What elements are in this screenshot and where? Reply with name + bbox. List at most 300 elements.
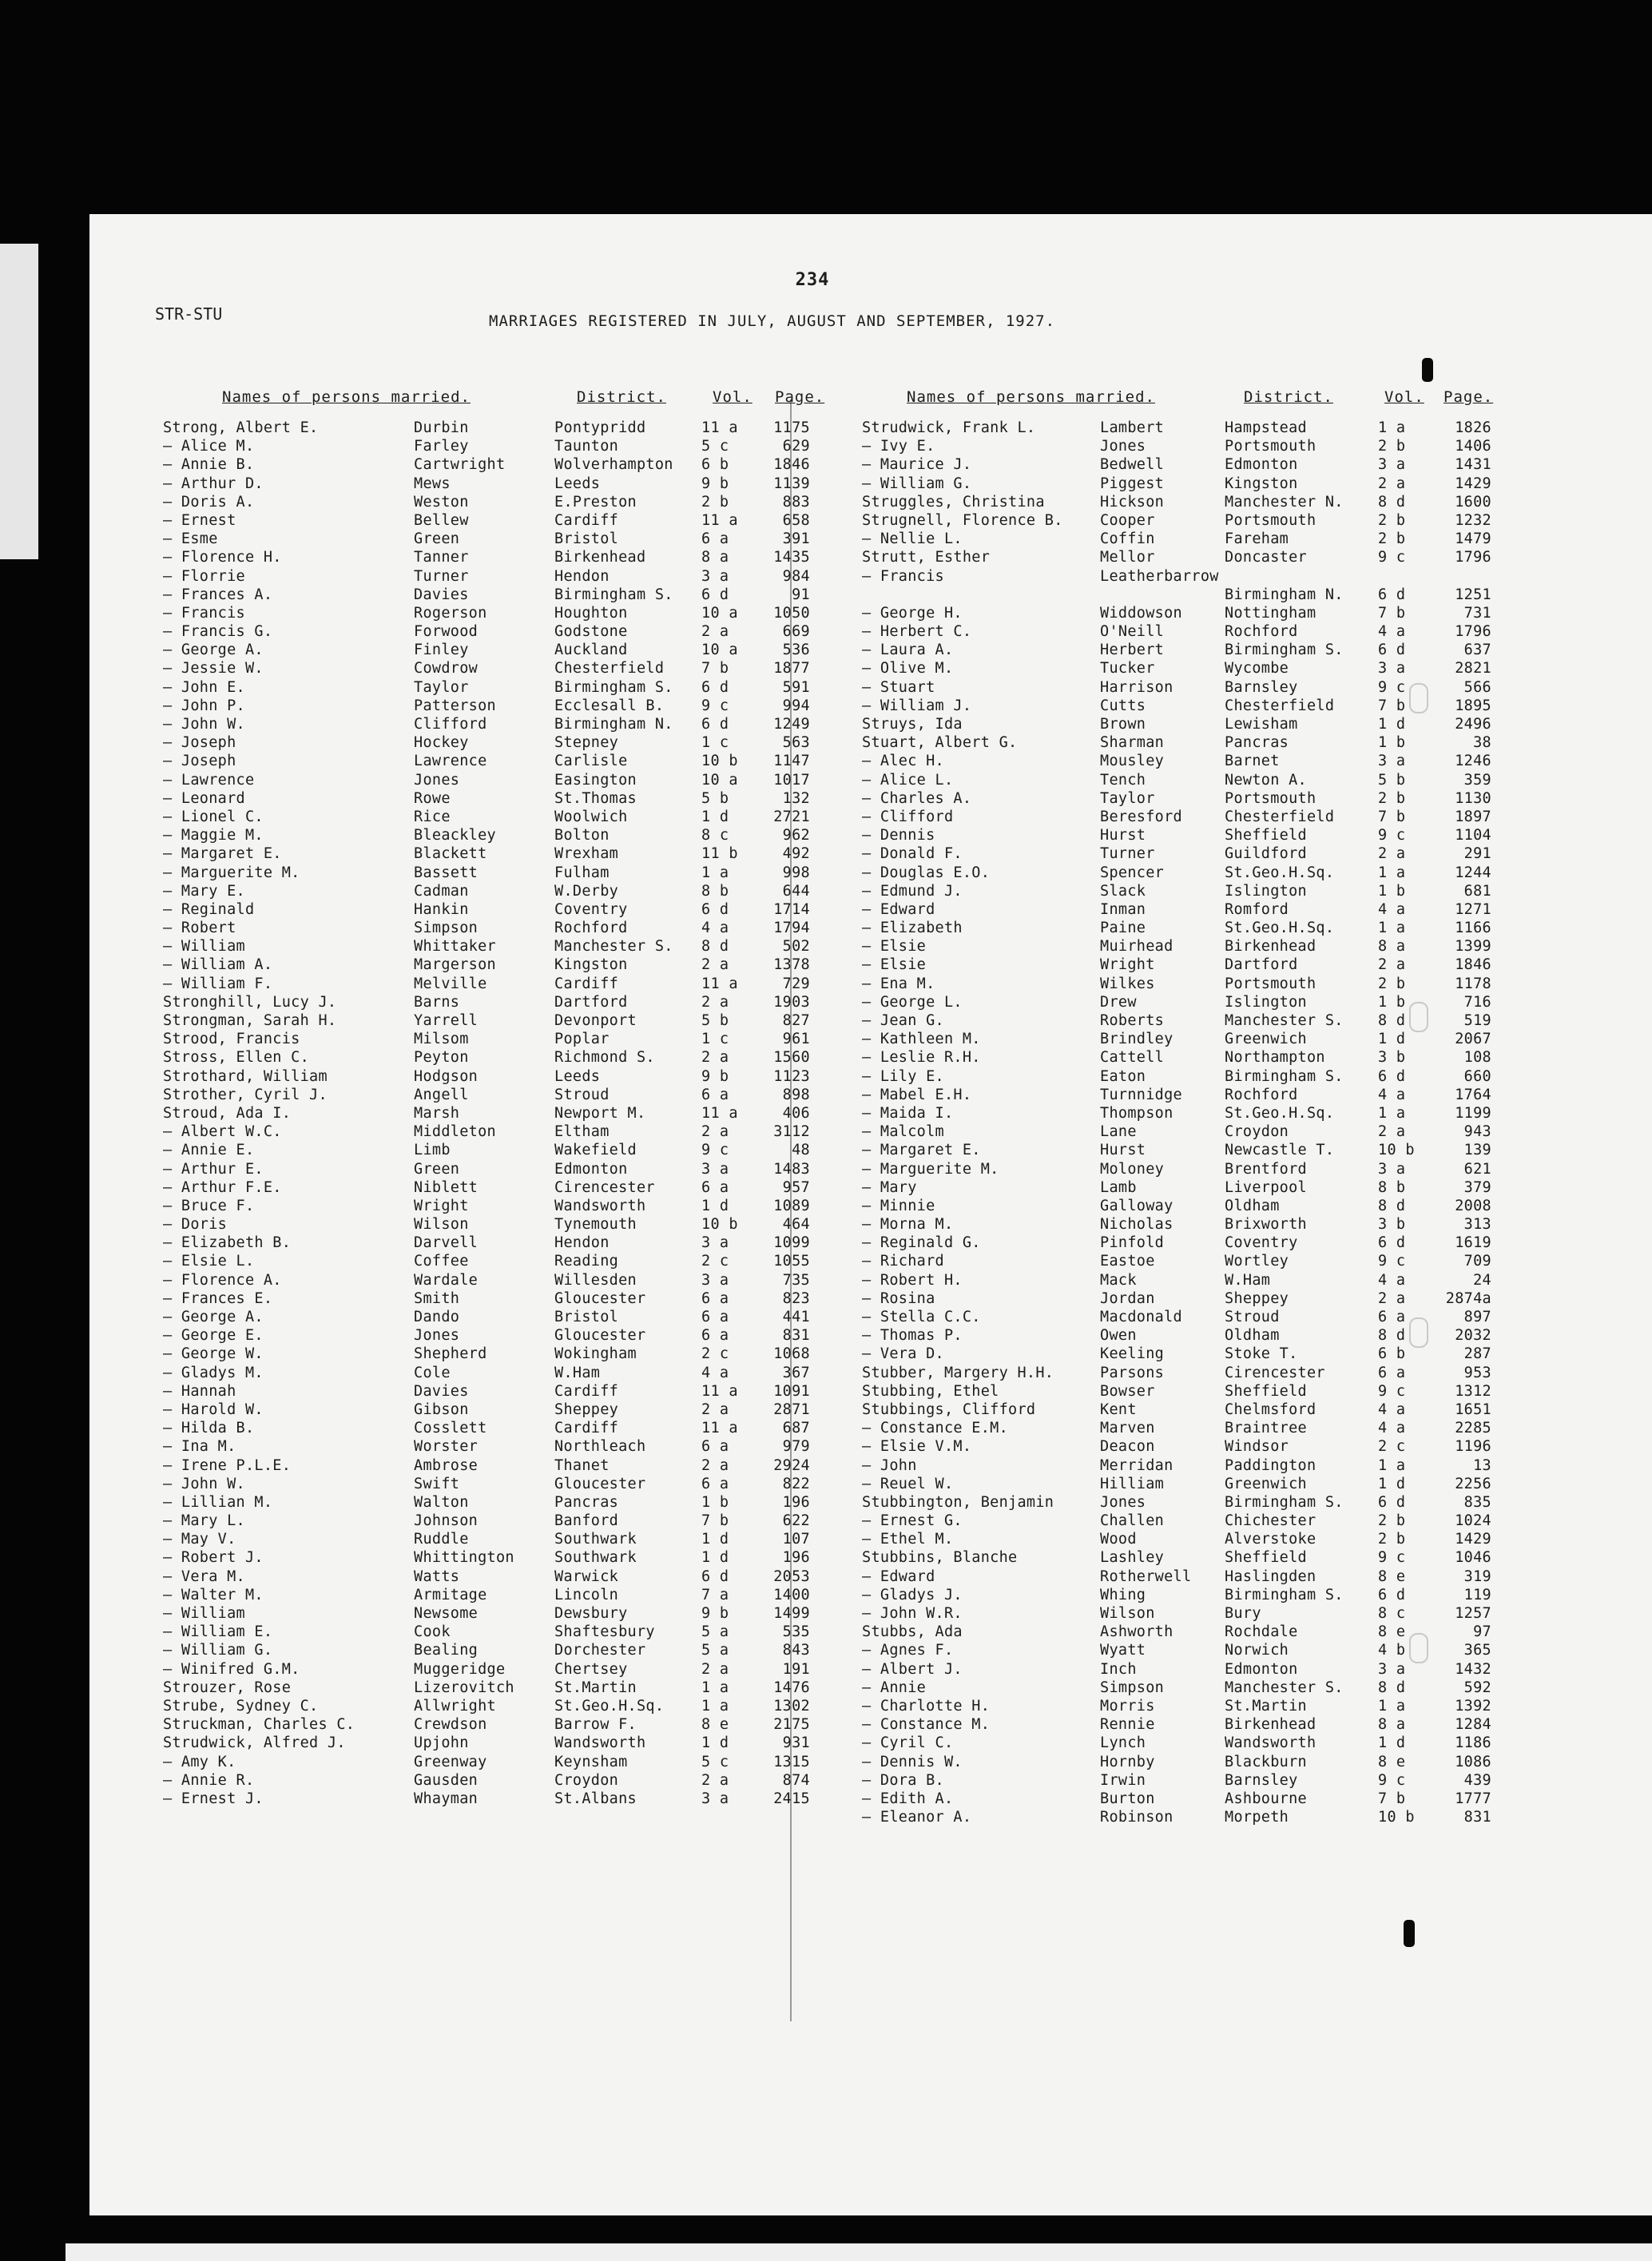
- entry-name: Stubbings, Clifford: [862, 1401, 1036, 1418]
- entry-name: — Stuart: [862, 678, 935, 696]
- entry-name: Strongman, Sarah H.: [163, 1012, 337, 1029]
- entry-page: 687: [782, 1420, 810, 1437]
- entry-page: 994: [782, 697, 810, 714]
- table-row: [787, 511, 1491, 530]
- entry-name: — Alice L.: [862, 771, 954, 789]
- table-row: [152, 548, 810, 566]
- entry-name: — Dennis: [862, 827, 935, 844]
- entry-spouse: Davies: [414, 1382, 469, 1400]
- entry-spouse: Galloway: [1100, 1197, 1173, 1214]
- entry-volume: 8 a: [701, 549, 729, 566]
- table-row: [152, 697, 810, 715]
- entry-district: Gloucester: [554, 1475, 646, 1492]
- table-row: [787, 548, 1491, 566]
- table-row: [787, 900, 1491, 919]
- entry-name: — Florrie: [163, 567, 245, 585]
- table-row: [787, 1271, 1491, 1289]
- table-row: [787, 678, 1491, 697]
- entry-spouse: Rennie: [1100, 1716, 1155, 1734]
- table-row: [152, 864, 810, 882]
- entry-volume: 2 a: [1378, 475, 1406, 492]
- entry-name: — Mabel E.H.: [862, 1086, 972, 1103]
- entry-district: Pancras: [1225, 734, 1289, 752]
- entry-volume: 2 b: [701, 493, 729, 511]
- table-row: [787, 1345, 1491, 1363]
- entry-volume: 2 a: [701, 1049, 729, 1067]
- entry-volume: 6 d: [1378, 1234, 1406, 1252]
- entry-volume: 4 a: [1378, 1086, 1406, 1103]
- entry-page: 563: [782, 734, 810, 752]
- entry-district: St.Martin: [1225, 1697, 1307, 1715]
- entry-name: — Olive M.: [862, 660, 954, 678]
- entry-spouse: Wilkes: [1100, 975, 1155, 992]
- entry-page: 406: [782, 1104, 810, 1122]
- entry-spouse: Bowser: [1100, 1382, 1155, 1400]
- table-row: [152, 511, 810, 530]
- table-row: [787, 1715, 1491, 1734]
- entry-page: 492: [782, 845, 810, 863]
- table-row: [787, 1548, 1491, 1567]
- table-row: [152, 641, 810, 659]
- entry-name: — John W.: [163, 716, 245, 733]
- table-row: [787, 1456, 1491, 1475]
- entry-spouse: O'Neill: [1100, 623, 1165, 641]
- entry-spouse: Piggest: [1100, 475, 1165, 492]
- entry-volume: 3 b: [1378, 1216, 1406, 1234]
- entry-volume: 9 c: [1378, 827, 1406, 844]
- table-row: [152, 1271, 810, 1289]
- entry-district: Bristol: [554, 530, 619, 548]
- entry-page: 1895: [1455, 697, 1491, 714]
- entry-page: 291: [1463, 845, 1491, 863]
- vol-header: Vol.: [1384, 388, 1424, 406]
- entry-volume: 8 d: [1378, 1327, 1406, 1345]
- entry-name: — John W.: [163, 1475, 245, 1492]
- entry-volume: 8 d: [1378, 1197, 1406, 1214]
- entry-name: — Robert J.: [163, 1549, 264, 1567]
- entry-spouse: Challen: [1100, 1512, 1165, 1530]
- table-row: [152, 733, 810, 752]
- entry-page: 709: [1463, 1253, 1491, 1270]
- entry-name: — Maida I.: [862, 1104, 954, 1122]
- entry-page: 622: [782, 1512, 810, 1530]
- entry-spouse: Turnnidge: [1100, 1086, 1182, 1103]
- entry-spouse: Margerson: [414, 956, 496, 974]
- entry-volume: 6 d: [1378, 1586, 1406, 1603]
- table-row: [787, 1086, 1491, 1104]
- entry-spouse: Armitage: [414, 1586, 487, 1603]
- table-row: [152, 1030, 810, 1048]
- entry-spouse: Rowe: [414, 789, 451, 807]
- entry-name: — Elsie: [862, 956, 927, 974]
- entry-volume: 2 b: [1378, 975, 1406, 992]
- entry-spouse: Niblett: [414, 1178, 479, 1196]
- entry-district: W.Derby: [554, 882, 619, 900]
- entry-page: 313: [1463, 1216, 1491, 1234]
- entry-page: 1246: [1455, 753, 1491, 770]
- entry-district: Dartford: [1225, 956, 1298, 974]
- entry-name: Strugnell, Florence B.: [862, 511, 1063, 529]
- entry-name: — Reuel W.: [862, 1475, 954, 1492]
- entry-district: Hendon: [554, 567, 610, 585]
- entry-name: — Esme: [163, 530, 218, 548]
- entry-volume: 4 b: [1378, 1642, 1406, 1659]
- entry-district: Cirencester: [554, 1178, 655, 1196]
- district-header: District.: [577, 388, 666, 406]
- entry-page: 1302: [773, 1697, 810, 1715]
- entry-district: Godstone: [554, 623, 628, 641]
- entry-page: 2032: [1455, 1327, 1491, 1345]
- entry-volume: 4 a: [1378, 1401, 1406, 1418]
- register-page: [89, 214, 1652, 2215]
- entry-volume: 1 a: [1378, 1104, 1406, 1122]
- entry-volume: 8 e: [701, 1716, 729, 1734]
- entry-name: — George A.: [163, 642, 264, 659]
- entry-spouse: Cadman: [414, 882, 469, 900]
- entry-spouse: Jones: [414, 771, 460, 789]
- entry-district: St.Martin: [554, 1679, 637, 1696]
- table-row: [152, 1067, 810, 1086]
- entry-page: 191: [782, 1660, 810, 1678]
- table-row: [152, 1289, 810, 1308]
- entry-volume: 8 d: [701, 938, 729, 956]
- entry-page: 1186: [1455, 1734, 1491, 1752]
- entry-volume: 5 b: [1378, 771, 1406, 789]
- entry-page: 1249: [773, 716, 810, 733]
- entry-volume: 8 d: [1378, 493, 1406, 511]
- entry-name: Stubbins, Blanche: [862, 1549, 1018, 1567]
- entry-volume: 11 a: [701, 975, 738, 992]
- entry-volume: 2 c: [1378, 1438, 1406, 1456]
- table-row: [152, 659, 810, 678]
- table-row: [787, 567, 1474, 586]
- table-row: [787, 1234, 1491, 1252]
- entry-volume: 1 b: [1378, 734, 1406, 752]
- entry-name: Stronghill, Lucy J.: [163, 993, 337, 1011]
- page-header: Page.: [775, 388, 825, 406]
- entry-name: Stroud, Ada I.: [163, 1104, 292, 1122]
- table-row: [152, 1345, 810, 1363]
- entry-spouse: Rice: [414, 808, 451, 825]
- names-header: Names of persons married.: [907, 388, 1155, 406]
- entry-page: 2053: [773, 1568, 810, 1585]
- entry-name: — Eleanor A.: [862, 1809, 972, 1826]
- names-header: Names of persons married.: [222, 388, 471, 406]
- next-page-edge: [66, 2243, 1652, 2261]
- entry-page: 139: [1463, 1142, 1491, 1159]
- entry-page: 1651: [1455, 1401, 1491, 1418]
- entry-spouse: Whittington: [414, 1549, 514, 1567]
- entry-page: 1244: [1455, 864, 1491, 881]
- entry-spouse: Johnson: [414, 1512, 479, 1530]
- table-row: [152, 993, 810, 1011]
- entry-page: 1055: [773, 1253, 810, 1270]
- entry-spouse: Nicholas: [1100, 1216, 1173, 1234]
- table-row: [152, 586, 810, 604]
- entry-spouse: Herbert: [1100, 642, 1165, 659]
- entry-spouse: Lawrence: [414, 753, 487, 770]
- entry-page: 1068: [773, 1345, 810, 1363]
- entry-volume: 10 a: [701, 604, 738, 622]
- table-row: [787, 808, 1491, 826]
- table-row: [152, 493, 810, 511]
- entry-page: 1271: [1455, 900, 1491, 918]
- table-row: [787, 419, 1491, 437]
- entry-district: Chesterfield: [1225, 808, 1335, 825]
- entry-page: 1431: [1455, 456, 1491, 474]
- entry-district: Manchester S.: [554, 938, 673, 956]
- entry-page: 132: [782, 789, 810, 807]
- entry-page: 502: [782, 938, 810, 956]
- page-number: 234: [795, 270, 830, 290]
- entry-page: 1196: [1455, 1438, 1491, 1456]
- entry-spouse: Yarrell: [414, 1012, 479, 1029]
- entry-district: Barnsley: [1225, 1771, 1298, 1789]
- entry-page: 2821: [1455, 660, 1491, 678]
- entry-page: 2256: [1455, 1475, 1491, 1492]
- entry-volume: 8 a: [1378, 1716, 1406, 1734]
- entry-spouse: Crewdson: [414, 1716, 487, 1734]
- entry-name: — Arthur D.: [163, 475, 264, 492]
- entry-spouse: Macdonald: [1100, 1309, 1182, 1325]
- entry-volume: 4 a: [701, 920, 729, 937]
- table-row: [787, 1568, 1491, 1586]
- entry-district: Coventry: [554, 900, 628, 918]
- entry-name: — George L.: [862, 993, 963, 1011]
- entry-volume: 11 b: [701, 845, 738, 863]
- entry-page: 822: [782, 1475, 810, 1492]
- entry-district: Wandsworth: [1225, 1734, 1316, 1752]
- table-row: [787, 1419, 1491, 1437]
- entry-spouse: Hodgson: [414, 1067, 479, 1085]
- punch-hole-top: [1422, 358, 1433, 382]
- entry-volume: 6 d: [701, 716, 729, 733]
- entry-page: 1846: [1455, 956, 1491, 974]
- entry-volume: 2 a: [701, 1660, 729, 1678]
- entry-district: Doncaster: [1225, 549, 1307, 566]
- table-row: [787, 455, 1491, 474]
- entry-name: — Stella C.C.: [862, 1309, 981, 1325]
- entry-district: Pontypridd: [554, 419, 646, 436]
- entry-page: 998: [782, 864, 810, 881]
- left-column: [152, 380, 825, 2026]
- table-row: [152, 437, 810, 455]
- entry-district: Cirencester: [1225, 1364, 1325, 1381]
- entry-district: Paddington: [1225, 1456, 1316, 1474]
- entry-district: Wortley: [1225, 1253, 1289, 1270]
- entry-name: — Douglas E.O.: [862, 864, 991, 881]
- entry-page: 735: [782, 1271, 810, 1289]
- entry-volume: 5 a: [701, 1642, 729, 1659]
- entry-name: — Thomas P.: [862, 1327, 963, 1345]
- entry-page: 359: [1463, 771, 1491, 789]
- entry-spouse: Inch: [1100, 1660, 1137, 1678]
- entry-page: 1251: [1455, 586, 1491, 603]
- entry-page: 1392: [1455, 1697, 1491, 1715]
- entry-page: 1877: [773, 660, 810, 678]
- entry-spouse: Whing: [1100, 1586, 1146, 1603]
- table-row: [787, 1197, 1491, 1215]
- entry-page: 660: [1463, 1067, 1491, 1085]
- table-row: [152, 530, 810, 548]
- entry-page: 365: [1463, 1642, 1491, 1659]
- entry-spouse: Spencer: [1100, 864, 1165, 881]
- entry-volume: 2 b: [1378, 1512, 1406, 1530]
- entry-volume: 6 a: [701, 1438, 729, 1456]
- entry-district: St.Thomas: [554, 789, 637, 807]
- entry-spouse: Green: [414, 530, 460, 548]
- entry-page: 1764: [1455, 1086, 1491, 1103]
- entry-page: 287: [1463, 1345, 1491, 1363]
- entry-spouse: Wardale: [414, 1271, 479, 1289]
- table-row: [152, 1512, 810, 1530]
- table-row: [152, 1604, 810, 1623]
- entry-page: 379: [1463, 1178, 1491, 1196]
- entry-spouse: Turner: [414, 567, 469, 585]
- table-row: [152, 919, 810, 937]
- entry-name: — Elsie: [862, 938, 927, 956]
- entry-district: Wakefield: [554, 1142, 637, 1159]
- entry-name: — Francis: [862, 567, 944, 585]
- entry-district: Bury: [1225, 1605, 1261, 1622]
- entry-district: Wolverhampton: [554, 456, 673, 474]
- entry-volume: 3 a: [1378, 1160, 1406, 1178]
- table-row: [787, 1382, 1491, 1401]
- entry-district: St.Geo.H.Sq.: [554, 1697, 665, 1715]
- entry-name: Struckman, Charles C.: [163, 1716, 355, 1734]
- entry-district: Brentford: [1225, 1160, 1307, 1178]
- table-row: [152, 455, 810, 474]
- entry-district: Houghton: [554, 604, 628, 622]
- entry-volume: 6 d: [1378, 1067, 1406, 1085]
- entry-name: — Minnie: [862, 1197, 935, 1214]
- entry-page: 629: [782, 438, 810, 455]
- entry-name: Strudwick, Alfred J.: [163, 1734, 346, 1752]
- entry-volume: 1 d: [1378, 1475, 1406, 1492]
- entry-volume: 9 c: [1378, 1549, 1406, 1567]
- table-row: [152, 1715, 810, 1734]
- entry-district: Southwark: [554, 1549, 637, 1567]
- entry-district: Stroud: [1225, 1309, 1280, 1325]
- entry-district: Sheffield: [1225, 1382, 1307, 1400]
- entry-name: — Malcolm: [862, 1123, 944, 1141]
- entry-district: Reading: [554, 1253, 619, 1270]
- entry-district: Keynsham: [554, 1753, 628, 1770]
- entry-district: Thanet: [554, 1456, 610, 1474]
- entry-name: Struys, Ida: [862, 716, 963, 733]
- entry-page: 1619: [1455, 1234, 1491, 1252]
- table-row: [787, 956, 1491, 974]
- entry-page: 1897: [1455, 808, 1491, 825]
- entry-page: 943: [1463, 1123, 1491, 1141]
- entry-spouse: Jones: [1100, 1493, 1146, 1511]
- table-row: [787, 1364, 1491, 1382]
- table-row: [787, 622, 1491, 641]
- entry-volume: 6 a: [701, 1475, 729, 1492]
- entry-district: Liverpool: [1225, 1178, 1307, 1196]
- entry-name: — Dennis W.: [862, 1753, 963, 1770]
- entry-name: — George E.: [163, 1327, 264, 1345]
- entry-name: Stuart, Albert G.: [862, 734, 1018, 752]
- entry-volume: 2 a: [701, 1123, 729, 1141]
- entry-name: — Francis G.: [163, 623, 273, 641]
- table-row: [152, 882, 810, 900]
- entry-district: Banford: [554, 1512, 619, 1530]
- entry-spouse: Walton: [414, 1493, 469, 1511]
- entry-district: Windsor: [1225, 1438, 1289, 1456]
- entry-spouse: Taylor: [1100, 789, 1155, 807]
- entry-name: — Alice M.: [163, 438, 255, 455]
- entry-name: — Mary E.: [163, 882, 245, 900]
- entry-volume: 10 b: [1378, 1142, 1415, 1159]
- entry-district: St.Geo.H.Sq.: [1225, 920, 1335, 937]
- entry-volume: 2 a: [701, 993, 729, 1011]
- entry-name: — Jean G.: [862, 1012, 944, 1029]
- entry-district: Birmingham S.: [554, 586, 673, 603]
- entry-district: Leeds: [554, 1067, 601, 1085]
- entry-name: Stross, Ellen C.: [163, 1049, 310, 1067]
- entry-spouse: Dando: [414, 1309, 460, 1325]
- table-row: [787, 1660, 1491, 1679]
- entry-spouse: Bedwell: [1100, 456, 1165, 474]
- entry-page: 681: [1463, 882, 1491, 900]
- entry-name: — Winifred G.M.: [163, 1660, 300, 1678]
- entry-page: 13: [1473, 1456, 1491, 1474]
- entry-spouse: Tench: [1100, 771, 1146, 789]
- entry-volume: 7 b: [1378, 697, 1406, 714]
- entry-district: Manchester S.: [1225, 1012, 1344, 1029]
- entry-name: — Morna M.: [862, 1216, 954, 1234]
- entry-volume: 1 b: [1378, 993, 1406, 1011]
- entry-district: Birmingham S.: [1225, 1067, 1344, 1085]
- entry-spouse: Limb: [414, 1142, 451, 1159]
- entry-spouse: Ruddle: [414, 1531, 469, 1548]
- table-row: [152, 1679, 810, 1697]
- entry-page: 1175: [773, 419, 810, 436]
- entry-volume: 1 a: [1378, 419, 1406, 436]
- entry-name: — Amy K.: [163, 1753, 236, 1770]
- entry-district: Eltham: [554, 1123, 610, 1141]
- entry-district: Manchester S.: [1225, 1679, 1344, 1696]
- table-row: [152, 1364, 810, 1382]
- left-edge-tab: [0, 244, 38, 559]
- district-header: District.: [1244, 388, 1333, 406]
- table-row: [787, 1808, 1491, 1826]
- entry-spouse: Whittaker: [414, 938, 496, 956]
- entry-district: Sheppey: [1225, 1289, 1289, 1307]
- entry-name: — Ernest: [163, 511, 236, 529]
- table-row: [152, 1197, 810, 1215]
- entry-name: — Annie E.: [163, 1142, 255, 1159]
- entry-name: — Margaret E.: [862, 1142, 981, 1159]
- entry-spouse: Gausden: [414, 1771, 479, 1789]
- entry-spouse: Lane: [1100, 1123, 1137, 1141]
- table-row: [787, 1530, 1491, 1548]
- table-row: [152, 1382, 810, 1401]
- entry-spouse: Finley: [414, 642, 469, 659]
- entry-page: 835: [1463, 1493, 1491, 1511]
- table-row: [787, 1178, 1491, 1197]
- entry-page: 1232: [1455, 511, 1491, 529]
- entry-district: Oldham: [1225, 1197, 1280, 1214]
- entry-spouse: Leatherbarrow: [1100, 567, 1219, 585]
- entry-page: 1178: [1455, 975, 1491, 992]
- entry-name: Strong, Albert E.: [163, 419, 319, 436]
- entry-district: Cardiff: [554, 975, 619, 992]
- entry-name: — George W.: [163, 1345, 264, 1363]
- entry-district: Croydon: [554, 1771, 619, 1789]
- entry-spouse: Drew: [1100, 993, 1137, 1011]
